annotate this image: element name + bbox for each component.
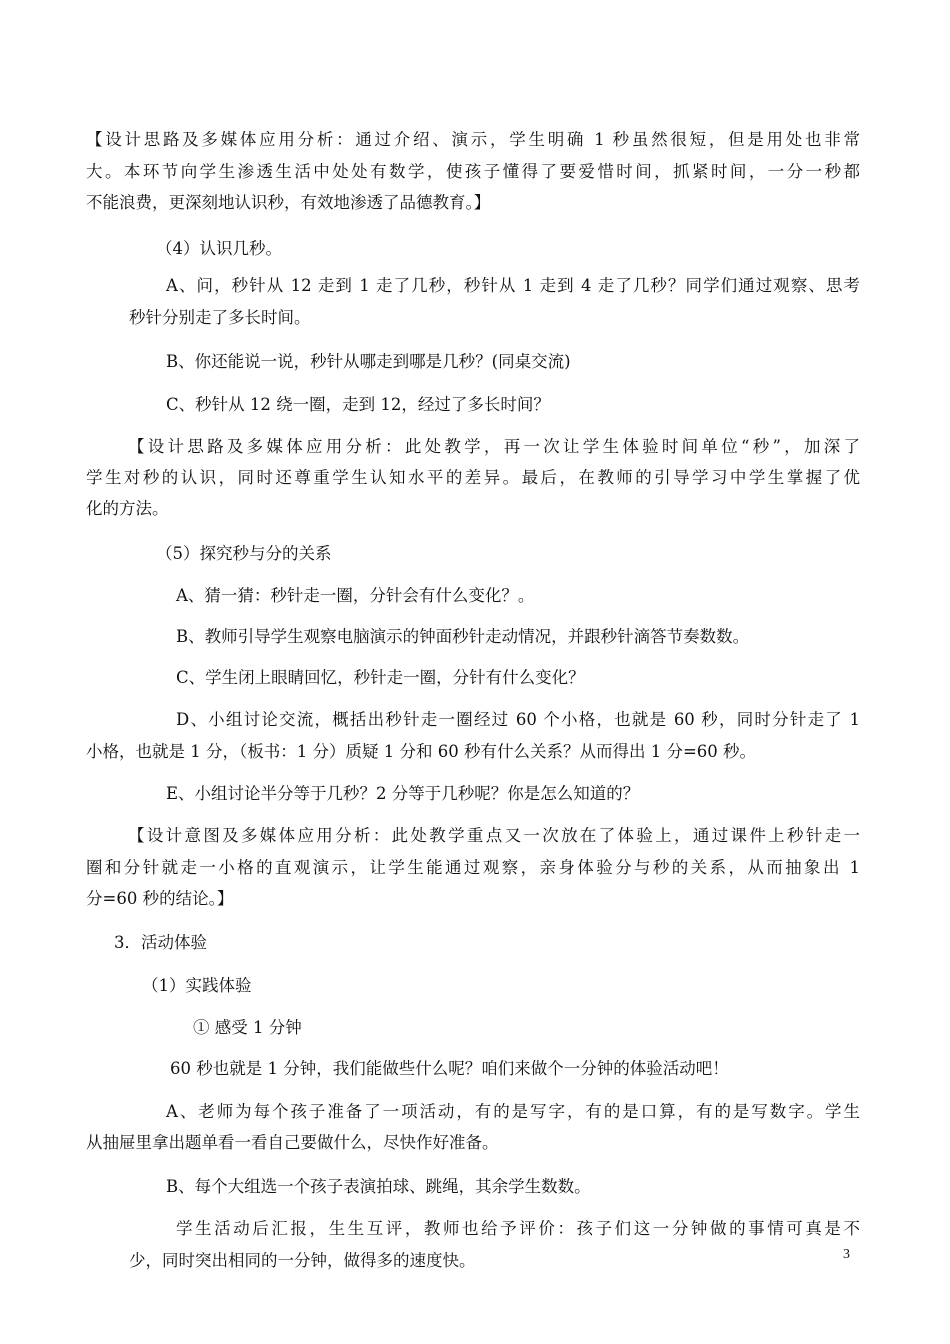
analysis-paragraph-line: 【设计思路及多媒体应用分析：通过介绍、演示，学生明确 1 秒虽然很短，但是用处也非常 (86, 130, 860, 149)
analysis-paragraph-line: 【设计意图及多媒体应用分析：此处教学重点又一次放在了体验上，通过课件上秒针走一 (128, 826, 860, 845)
list-item-line: E、小组讨论半分等于几秒？2 分等于几秒呢？你是怎么知道的？ (166, 784, 640, 803)
analysis-paragraph-line: 分=60 秒的结论。】 (86, 889, 234, 908)
section-heading: （1）实践体验 (142, 976, 252, 995)
analysis-paragraph-line: 不能浪费，更深刻地认识秒，有效地渗透了品德教育。】 (86, 193, 491, 212)
section-heading: 3．活动体验 (114, 933, 207, 952)
analysis-paragraph-line: 学生对秒的认识，同时还尊重学生认知水平的差异。最后，在教师的引导学习中学生掌握了优 (86, 468, 860, 487)
list-item-line: 秒针分别走了多长时间。 (129, 308, 311, 327)
analysis-paragraph-line: 【设计思路及多媒体应用分析：此处教学，再一次让学生体验时间单位“秒”，加深了 (128, 437, 860, 456)
section-heading: （5）探究秒与分的关系 (156, 544, 332, 563)
subsection-heading: ① 感受 1 分钟 (193, 1018, 302, 1037)
list-item-line: B、教师引导学生观察电脑演示的钟面秒针走动情况，并跟秒针滴答节奏数数。 (176, 627, 750, 646)
analysis-paragraph-line: 化的方法。 (86, 499, 169, 518)
list-item-line: C、学生闭上眼睛回忆，秒针走一圈，分针有什么变化？ (176, 668, 585, 687)
list-item-line: A、问，秒针从 12 走到 1 走了几秒，秒针从 1 走到 4 走了几秒？同学们通过观察、思考 (166, 276, 860, 295)
list-item-line: D、小组讨论交流，概括出秒针走一圈经过 60 个小格，也就是 60 秒，同时分针走了 1 (176, 710, 860, 729)
page-number: 3 (843, 1247, 850, 1262)
list-item-line: C、秒针从 12 绕一圈，走到 12，经过了多长时间？ (166, 395, 550, 414)
list-item-line: A、猜一猜：秒针走一圈，分针会有什么变化？。 (176, 586, 535, 605)
list-item-line: B、你还能说一说，秒针从哪走到哪是几秒？(同桌交流) (166, 352, 571, 371)
paragraph-line: 60 秒也就是 1 分钟，我们能做些什么呢？咱们来做个一分钟的体验活动吧！ (170, 1059, 729, 1078)
analysis-paragraph-line: 圈和分针就走一小格的直观演示，让学生能通过观察，亲身体验分与秒的关系，从而抽象出 1 (86, 858, 860, 877)
list-item-line: 小格，也就是 1 分，（板书：1 分）质疑 1 分和 60 秒有什么关系？从而得出 1 分=60 秒。 (86, 742, 757, 761)
analysis-paragraph-line: 大。本环节向学生渗透生活中处处有数学，使孩子懂得了要爱惜时间，抓紧时间，一分一秒都 (86, 162, 860, 181)
paragraph-line: 少，同时突出相同的一分钟，做得多的速度快。 (129, 1251, 476, 1270)
section-heading: （4）认识几秒。 (156, 239, 282, 258)
paragraph-line: 学生活动后汇报，生生互评，教师也给予评价：孩子们这一分钟做的事情可真是不 (176, 1219, 860, 1238)
list-item-line: A、老师为每个孩子准备了一项活动，有的是写字，有的是口算，有的是写数字。学生 (166, 1102, 860, 1121)
list-item-line: B、每个大组选一个孩子表演拍球、跳绳，其余学生数数。 (166, 1177, 591, 1196)
list-item-line: 从抽屉里拿出题单看一看自己要做什么，尽快作好准备。 (86, 1133, 499, 1152)
